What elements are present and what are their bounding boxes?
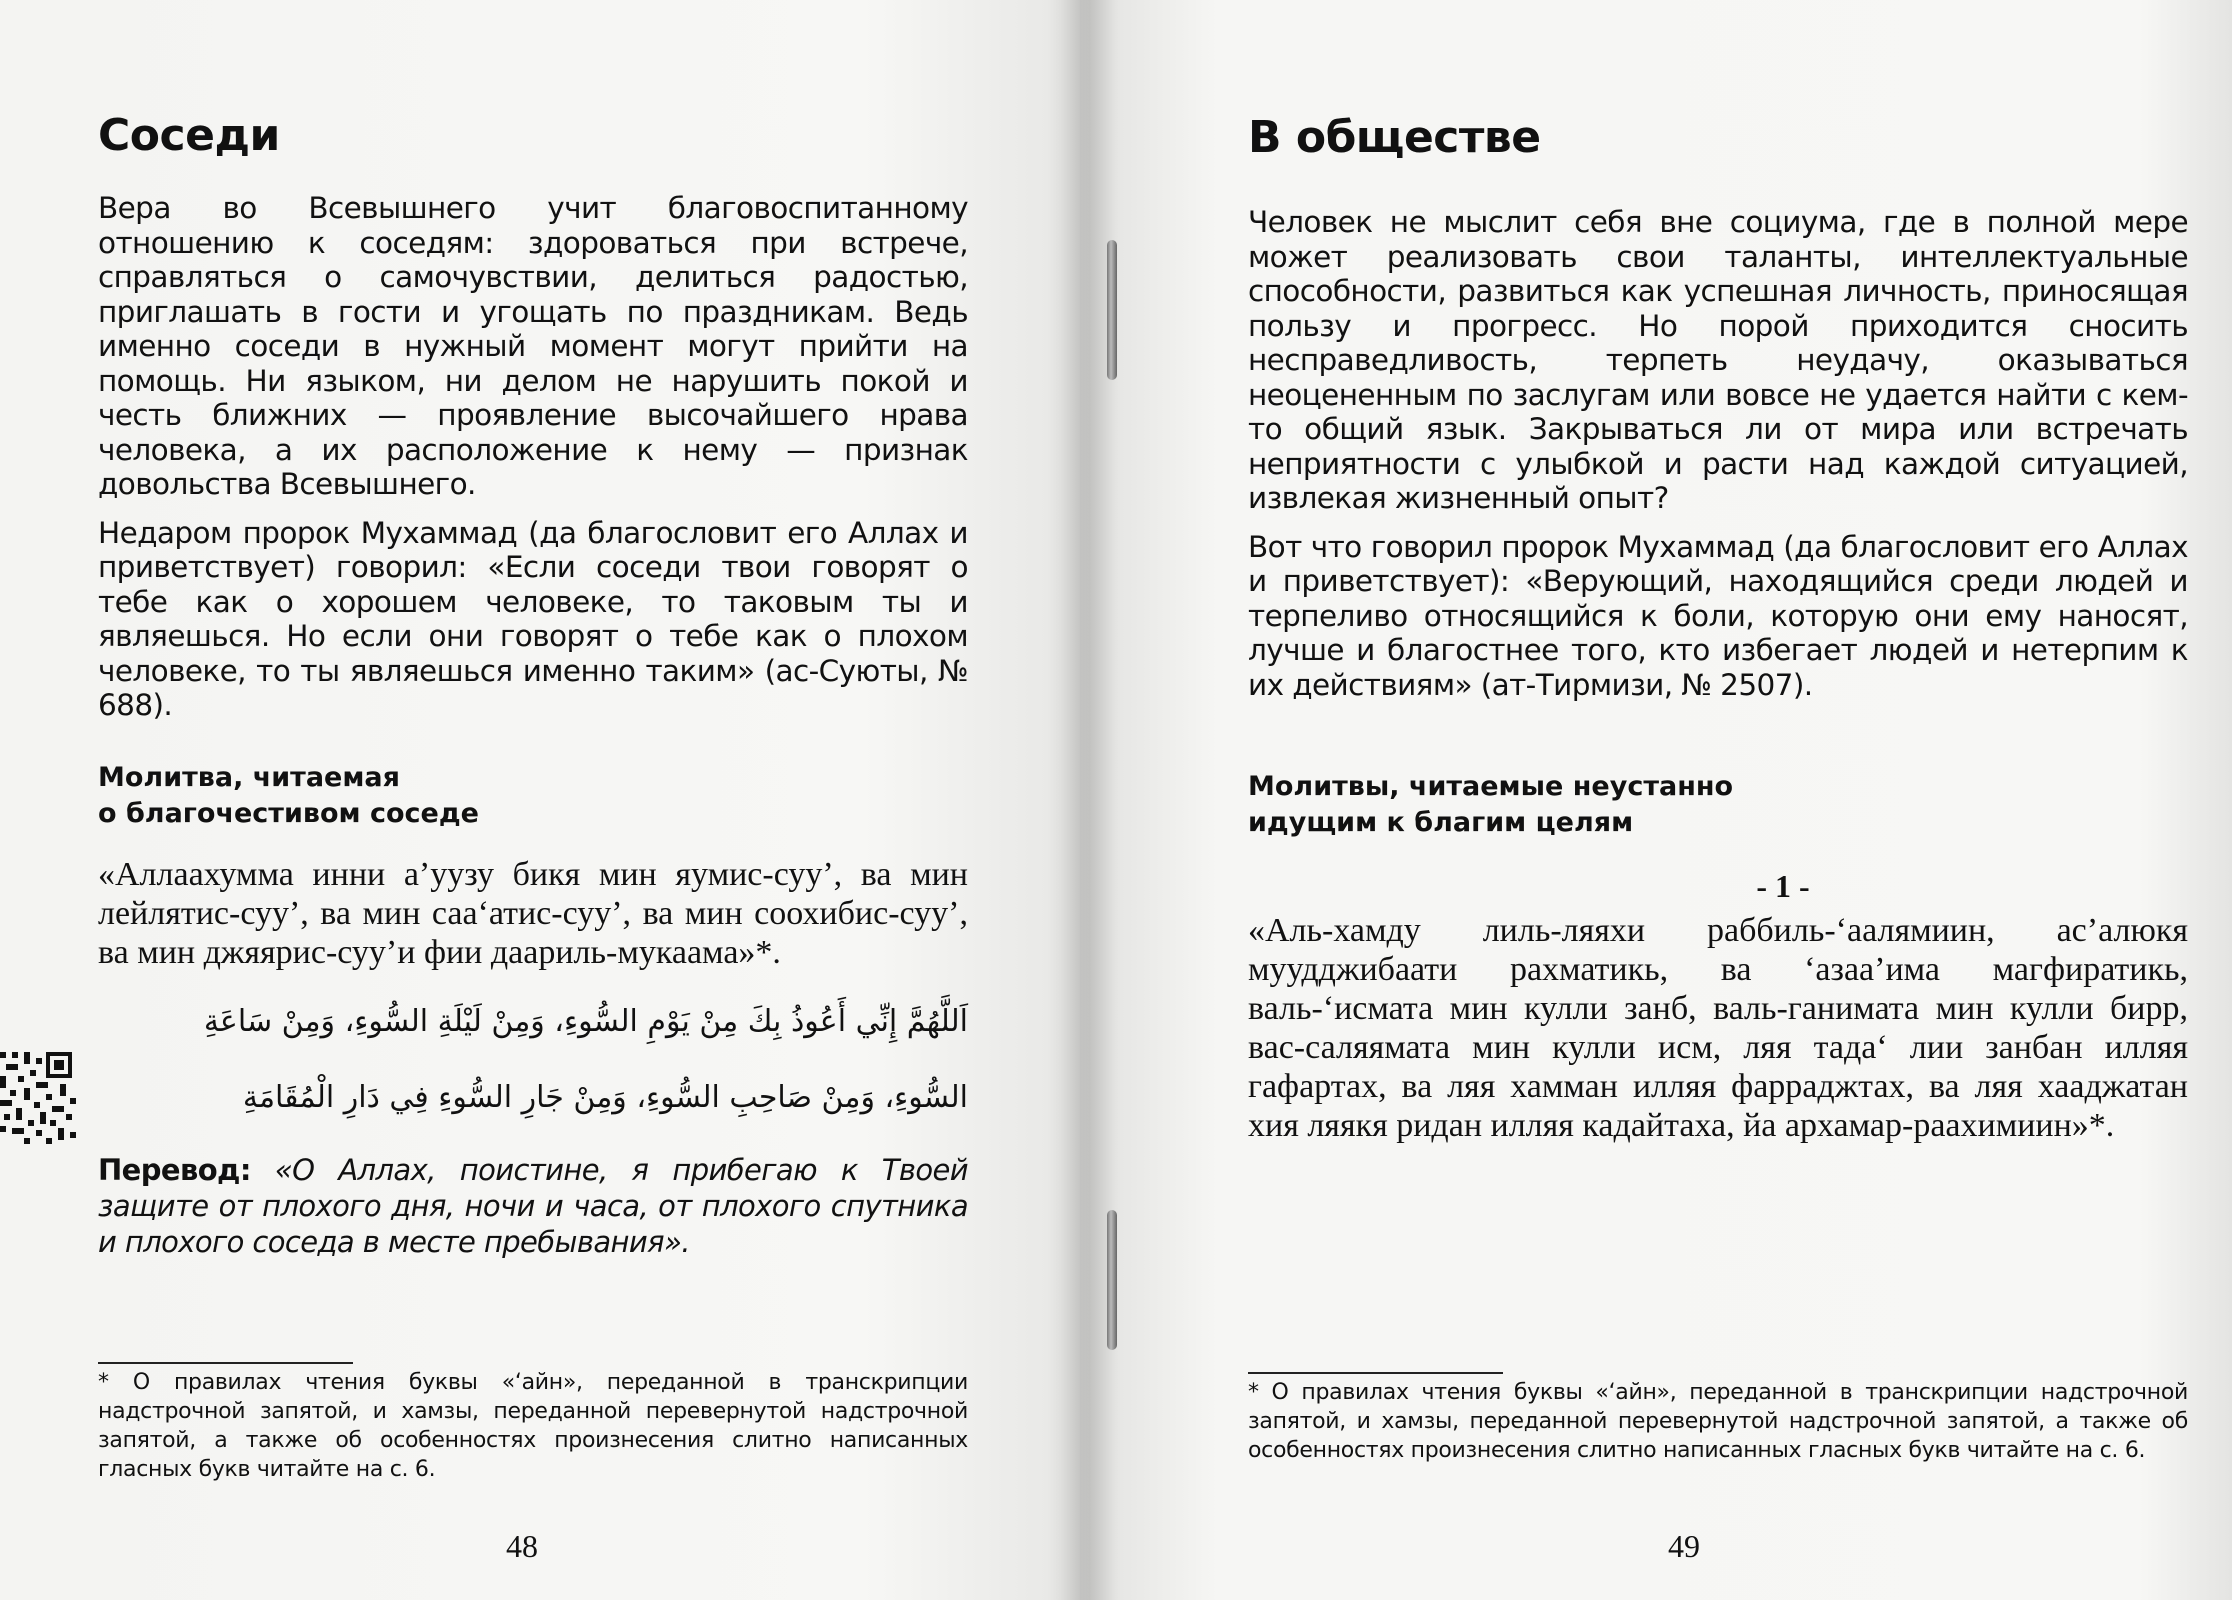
prayer-transliteration: «Аллаахумма инни а’уузу бикя мин яумис-суу’, ва мин лейлятис-суу’, ва мин саа‘атис-суу’, ва мин соохибис-суу’, ва мин джяярис-суу’и фии даариль-мукаама»*. xyxy=(98,855,968,971)
verse-number: - 1 - xyxy=(1756,868,1810,904)
prayer-translation xyxy=(98,1152,968,1260)
page-number: 48 xyxy=(506,1528,538,1564)
qr-code xyxy=(0,1048,80,1148)
right-page-content xyxy=(1248,112,2188,1163)
prayer-transliteration: «Аль-хамду лиль-ляяхи раббиль-‘аалямиин, ас’алюкя муудджибаати рахматикь, ва ‘азаа’има магфиратикь, валь-‘исмата мин кулли занб, валь-ганимата мин кулли бирр, вас-саляямата мин кулли исм, ляя тада‘ лии занбан илляя гафартах, ва ляя хамман илляя фарраджтах, ва ляя хааджатан хия ляякя ридан илляя кадайтаха, йа архамар-раахимиин»*. xyxy=(1248,912,2188,1144)
translation-label: Перевод: xyxy=(98,1152,251,1187)
footnote-divider xyxy=(98,1362,353,1364)
right-page xyxy=(1080,0,2232,1600)
arabic-line: السُّوءِ، وَمِنْ صَاحِبِ السُّوءِ، وَمِنْ جَارِ السُّوءِ فِي دَارِ الْمُقَامَةِ xyxy=(242,1079,968,1115)
footnote-divider xyxy=(1248,1372,1503,1374)
translation-text: «О Аллах, поистине, я прибегаю к Твоей защите от плохого дня, ночи и часа, от плохого спутника и плохого соседа в месте пребывания». xyxy=(98,1152,968,1259)
subheading-line: идущим к благим целям xyxy=(1248,807,1634,838)
subheading-line: Молитвы, читаемые неустанно xyxy=(1248,771,1734,802)
body-paragraph: Вот что говорил пророк Мухаммад (да благословит его Аллах и приветствует): «Верующий, находящийся среди людей и терпеливо относящийся к боли, которую они ему наносят, лучше и благостнее того, кто избегает людей и нетерпим к их действиям» (ат-Тирмизи, № 2507). xyxy=(1248,529,2188,702)
prayer-subheading xyxy=(1248,766,2188,844)
page-heading: В обществе xyxy=(1248,112,1541,163)
arabic-line: اَللَّهُمَّ إِنِّي أَعُوذُ بِكَ مِنْ يَوْمِ السُّوءِ، وَمِنْ لَيْلَةِ السُّوءِ، وَمِنْ سَاعَةِ xyxy=(203,1003,968,1039)
body-paragraph: Человек не мыслит себя вне социума, где в полной мере может реализовать свои таланты, интеллектуальные способности, развиться как успешная личность, приносящая пользу и прогресс. Но порой приходится сносить несправедливость, терпеть неудачу, оказываться неоцененным по заслугам или вовсе не удается найти с кем-то общий язык. Закрываться ли от мира или встречать неприятности с улыбкой и расти над каждой ситуацией, извлекая жизненный опыт? xyxy=(1248,205,2188,515)
footnote: * О правилах чтения буквы «‘айн», переданной в транскрипции надстрочной запятой, и хамзы, переданной перевернутой надстрочной запятой, а также об особенностях произнесения слитно написанных гласных букв читайте на с. 6. xyxy=(1248,1380,2188,1463)
left-page-content xyxy=(98,110,968,1260)
left-page xyxy=(0,0,1080,1600)
prayer-subheading xyxy=(98,757,968,835)
footnote: * О правилах чтения буквы «‘айн», переданной в транскрипции надстрочной запятой, и хамзы, переданной перевернутой надстрочной запятой, а также об особенностях произнесения слитно написанных гласных букв читайте на с. 6. xyxy=(98,1370,968,1482)
body-paragraph: Вера во Всевышнего учит благовоспитанному отношению к соседям: здороваться при встрече, справляться о самочувствии, делиться радостью, приглашать в гости и угощать по праздникам. Ведь именно соседи в нужный момент могут прийти на помощь. Ни языком, ни делом не нарушить покой и честь ближних — проявление высочайшего нрава человека, а их расположение к нему — признак довольства Всевышнего. xyxy=(98,191,968,501)
subheading-line: Молитва, читаемая xyxy=(98,761,400,793)
staple xyxy=(1107,240,1117,380)
staple xyxy=(1107,1210,1117,1350)
body-paragraph: Недаром пророк Мухаммад (да благословит его Аллах и приветствует) говорил: «Если соседи твои говорят о тебе как о хорошем человеке, то таковым ты и являешься. Но если они говорят о тебе как о плохом человеке, то ты являешься именно таким» (ас-Суюты, № 688). xyxy=(98,515,968,722)
page-number: 49 xyxy=(1668,1528,1700,1564)
page-heading: Соседи xyxy=(98,110,280,161)
subheading-line: о благочестивом соседе xyxy=(98,797,479,829)
